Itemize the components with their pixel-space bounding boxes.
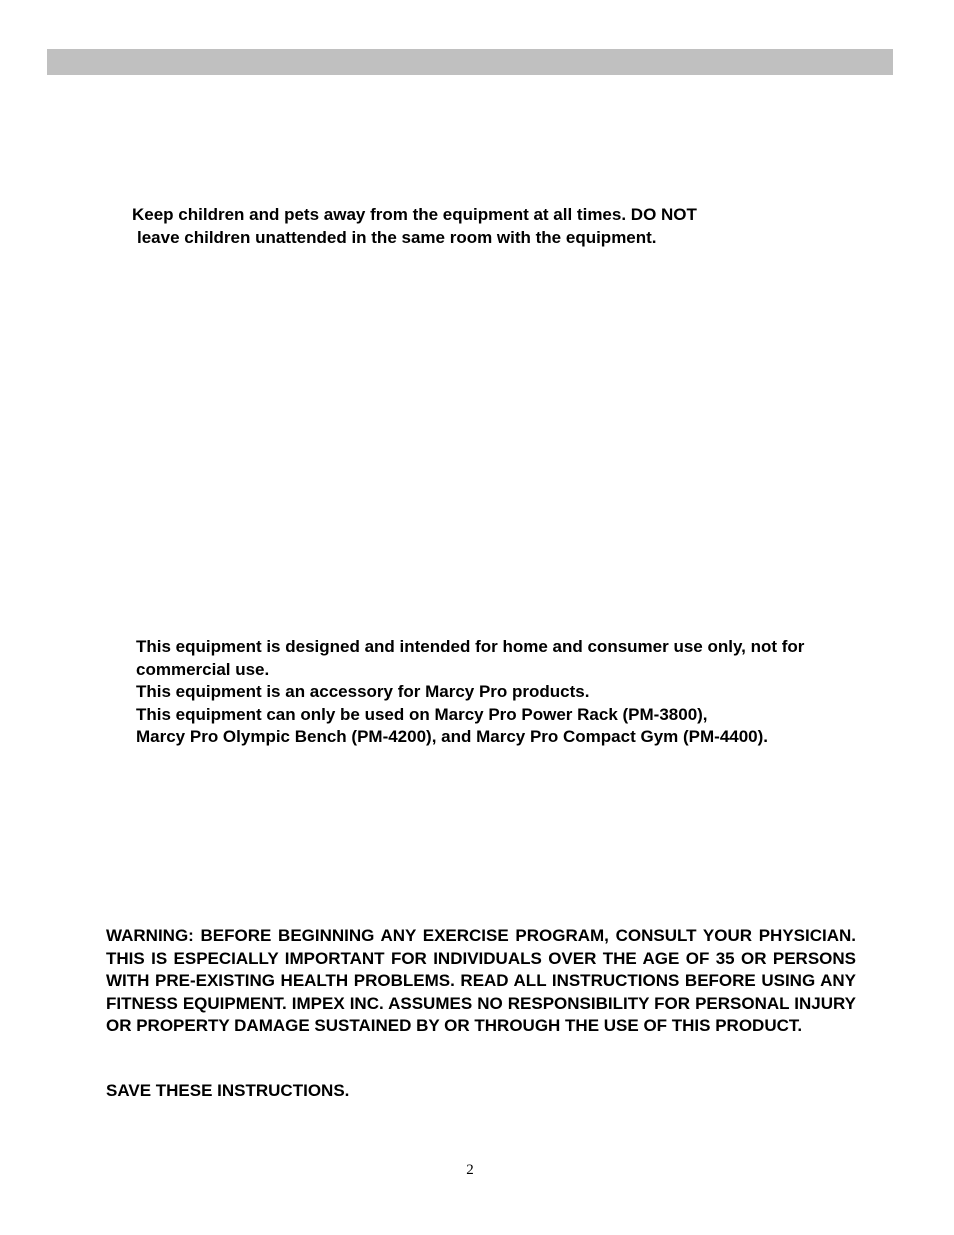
children-safety-notice [132, 204, 697, 249]
notice-line: Marcy Pro Olympic Bench (PM-4200), and Marcy Pro Compact Gym (PM-4400). [136, 727, 769, 746]
notice-line: This equipment is an accessory for Marcy Pro products. [136, 682, 590, 701]
header-bar [47, 49, 893, 75]
warning-paragraph: WARNING: BEFORE BEGINNING ANY EXERCISE PROGRAM, CONSULT YOUR PHYSICIAN. THIS IS ESPECIALLY IMPORTANT FOR INDIVIDUALS OVER THE AGE OF 35 OR PERSONS WITH PRE-EXISTING HEALTH PROBLEMS. READ ALL INSTRUCTIONS BEFORE USING ANY FITNESS EQUIPMENT. IMPEX INC. ASSUMES NO RESPONSIBILITY FOR PERSONAL INJURY OR PROPERTY DAMAGE SUSTAINED BY OR THROUGH THE USE OF THIS PRODUCT. [106, 926, 856, 1035]
notice-line: commercial use. [136, 659, 270, 679]
save-instructions-text: SAVE THESE INSTRUCTIONS. [106, 1081, 350, 1100]
notice-line: Keep children and pets away from the equipment at all times. DO NOT [132, 205, 697, 224]
notice-line: This equipment can only be used on Marcy Pro Power Rack (PM-3800), [136, 704, 708, 724]
intended-use-notice [136, 636, 804, 749]
page-number: 2 [466, 1162, 474, 1178]
notice-line: leave children unattended in the same room with the equipment. [137, 227, 657, 247]
notice-line: This equipment is designed and intended for home and consumer use only, not for [136, 637, 805, 656]
